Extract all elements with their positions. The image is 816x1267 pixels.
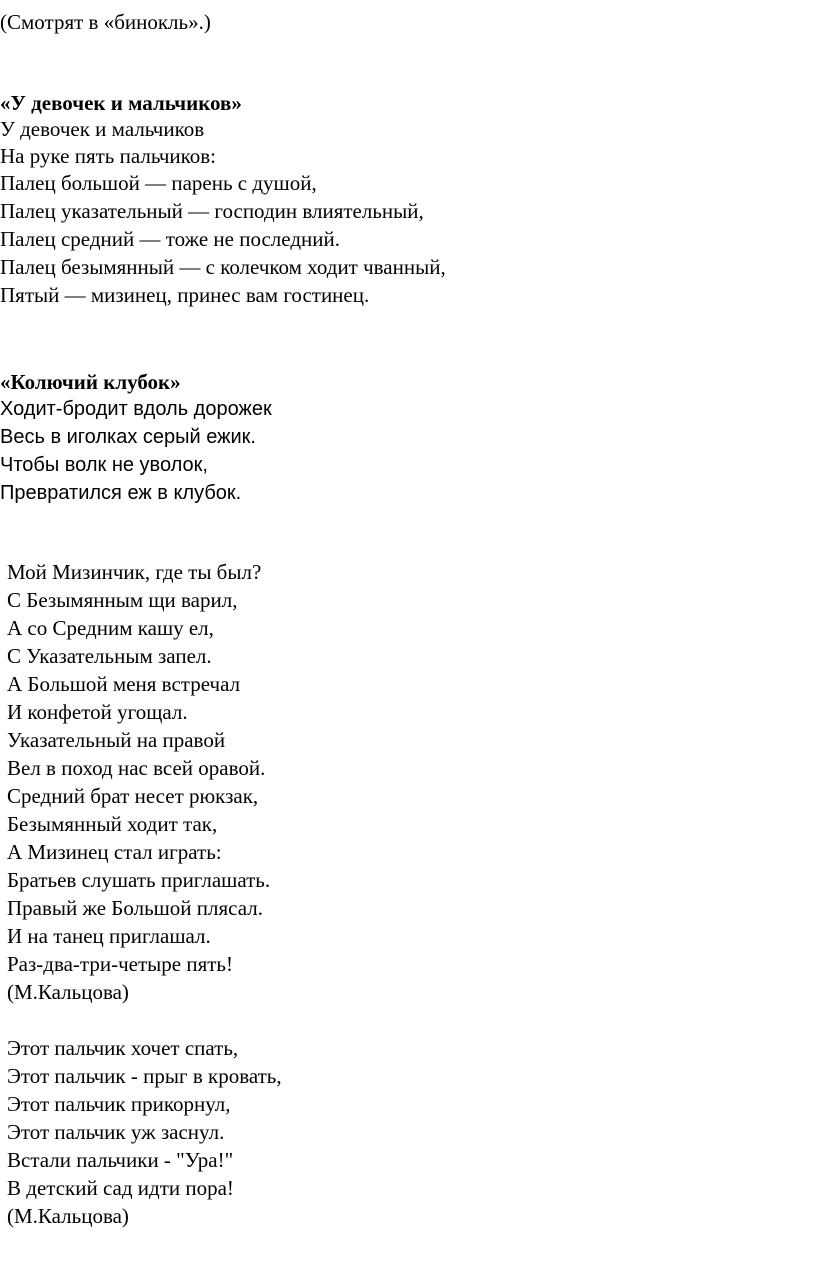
poem3-line: И конфетой угощал. <box>7 700 188 724</box>
intro-text: (Смотрят в «бинокль».) <box>0 10 211 34</box>
poem1-title: «У девочек и мальчиков» <box>0 91 242 115</box>
poem1-line: Палец указательный — господин влиятельный, <box>0 199 424 223</box>
poem3-line: С Безымянным щи варил, <box>7 588 238 612</box>
poem2-title: «Колючий клубок» <box>0 370 181 394</box>
poem2-line: Ходит-бродит вдоль дорожек <box>0 398 272 420</box>
poem2-line: Весь в иголках серый ежик. <box>0 426 256 448</box>
poem3-line: А Большой меня встречал <box>7 672 241 696</box>
poem3-line: А Мизинец стал играть: <box>7 840 222 864</box>
poem4-line: Этот пальчик уж заснул. <box>7 1120 225 1144</box>
poem2-line: Превратился еж в клубок. <box>0 482 242 504</box>
poem4-line: Этот пальчик - прыг в кровать, <box>7 1064 282 1088</box>
poem1-line: Пятый — мизинец, принес вам гостинец. <box>0 283 370 307</box>
poem3-line: Вел в поход нас всей оравой. <box>7 756 266 780</box>
poem4-author: (М.Кальцова) <box>7 1204 129 1228</box>
poem1-line: Палец безымянный — с колечком ходит чванный, <box>0 255 446 279</box>
poem2-line: Чтобы волк не уволок, <box>0 454 208 476</box>
poem4-line: Этот пальчик хочет спать, <box>7 1036 239 1060</box>
poem1-line: У девочек и мальчиков <box>0 117 205 141</box>
poem1-line: Палец большой — парень с душой, <box>0 171 317 195</box>
poem3-line: Безымянный ходит так, <box>7 812 218 836</box>
poem3-line: Правый же Большой плясал. <box>7 896 263 920</box>
poem1-line: Палец средний — тоже не последний. <box>0 227 340 251</box>
poem3-line: Мой Мизинчик, где ты был? <box>7 560 262 584</box>
poem3-line: Раз-два-три-четыре пять! <box>7 952 233 976</box>
poem4-line: В детский сад идти пора! <box>7 1176 234 1200</box>
poem3-line: И на танец приглашал. <box>7 924 211 948</box>
poem1-line: На руке пять пальчиков: <box>0 144 216 168</box>
poem3-line: С Указательным запел. <box>7 644 212 668</box>
poem3-line: Средний брат несет рюкзак, <box>7 784 259 808</box>
poem3-line: А со Средним кашу ел, <box>7 616 214 640</box>
poem4-line: Встали пальчики - "Ура!" <box>7 1148 234 1172</box>
poem3-line: Указательный на правой <box>7 728 226 752</box>
poem4-line: Этот пальчик прикорнул, <box>7 1092 231 1116</box>
poem3-line: Братьев слушать приглашать. <box>7 868 271 892</box>
poem3-author: (М.Кальцова) <box>7 980 129 1004</box>
